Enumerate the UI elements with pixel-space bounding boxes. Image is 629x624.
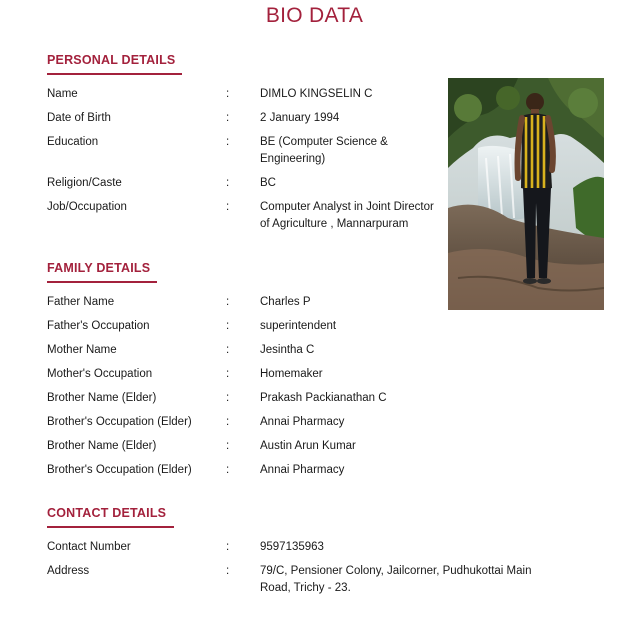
detail-separator: :: [226, 136, 230, 148]
detail-value: Annai Pharmacy: [260, 416, 345, 428]
detail-value: Charles P: [260, 296, 311, 308]
section-divider: [47, 73, 182, 75]
detail-separator: :: [226, 201, 230, 213]
detail-label: Education: [47, 136, 99, 148]
section-heading-label: CONTACT DETAILS: [47, 506, 167, 520]
section-heading-contact: [47, 506, 174, 528]
profile-photo: [448, 78, 604, 310]
detail-label: Mother Name: [47, 344, 117, 356]
detail-value: Austin Arun Kumar: [260, 440, 356, 452]
detail-value: Annai Pharmacy: [260, 464, 345, 476]
detail-label: Religion/Caste: [47, 177, 122, 189]
detail-separator: :: [226, 296, 230, 308]
detail-separator: :: [226, 416, 230, 428]
detail-label: Name: [47, 88, 78, 100]
detail-label: Job/Occupation: [47, 201, 127, 213]
detail-separator: :: [226, 320, 230, 332]
detail-value: 2 January 1994: [260, 112, 340, 124]
page-title: BIO DATA: [265, 4, 364, 27]
section-heading-label: PERSONAL DETAILS: [47, 53, 176, 67]
detail-separator: :: [226, 464, 230, 476]
detail-label: Brother's Occupation (Elder): [47, 464, 192, 476]
detail-value-line: Computer Analyst in Joint Director: [260, 201, 434, 213]
detail-value-line: Road, Trichy - 23.: [260, 582, 351, 594]
detail-value: 9597135963: [260, 541, 324, 553]
detail-label: Address: [47, 565, 90, 577]
section-heading-label: FAMILY DETAILS: [47, 261, 151, 275]
detail-label: Brother Name (Elder): [47, 392, 157, 404]
detail-label: Contact Number: [47, 541, 131, 553]
detail-separator: :: [226, 565, 230, 577]
detail-separator: :: [226, 368, 230, 380]
detail-value: Homemaker: [260, 368, 323, 380]
detail-separator: :: [226, 392, 230, 404]
detail-value: BC: [260, 177, 276, 189]
detail-value-line: 79/C, Pensioner Colony, Jailcorner, Pudhukottai Main: [260, 565, 532, 577]
detail-separator: :: [226, 177, 230, 189]
detail-separator: :: [226, 88, 230, 100]
section-heading-personal: [47, 53, 182, 75]
detail-label: Brother Name (Elder): [47, 440, 157, 452]
detail-label: Brother's Occupation (Elder): [47, 416, 192, 428]
detail-label: Father Name: [47, 296, 115, 308]
detail-value: Jesintha C: [260, 344, 315, 356]
detail-separator: :: [226, 541, 230, 553]
detail-separator: :: [226, 112, 230, 124]
profile-photo-illustration: [448, 78, 604, 310]
detail-value-line: Engineering): [260, 153, 326, 165]
detail-label: Mother's Occupation: [47, 368, 153, 380]
detail-value-line: BE (Computer Science &: [260, 136, 388, 148]
section-divider: [47, 281, 157, 283]
detail-separator: :: [226, 440, 230, 452]
detail-value: DIMLO KINGSELIN C: [260, 88, 373, 100]
detail-label: Date of Birth: [47, 112, 111, 124]
detail-separator: :: [226, 344, 230, 356]
section-heading-family: [47, 261, 157, 283]
section-divider: [47, 526, 174, 528]
detail-value: Prakash Packianathan C: [260, 392, 387, 404]
detail-label: Father's Occupation: [47, 320, 150, 332]
detail-value-line: of Agriculture , Mannarpuram: [260, 218, 409, 230]
detail-value: superintendent: [260, 320, 337, 332]
